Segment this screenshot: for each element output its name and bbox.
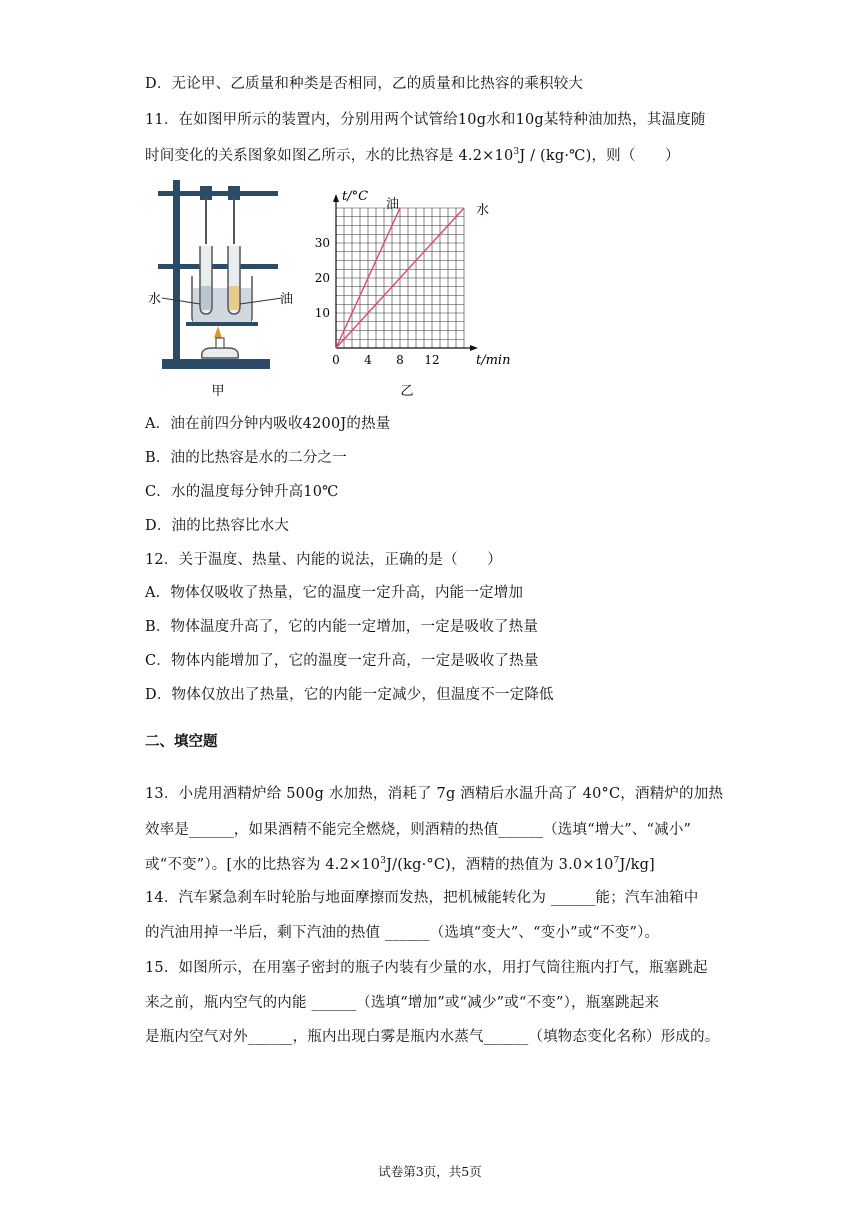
x-tick-label: 0 — [332, 353, 340, 367]
q11-option-c: C．水的温度每分钟升高10℃ — [145, 484, 339, 500]
q15-line1: 15．如图所示，在用塞子密封的瓶子内装有少量的水，用打气筒往瓶内打气，瓶塞跳起 — [145, 960, 708, 976]
figure-a-caption: 甲 — [211, 384, 225, 399]
x-tick-label: 12 — [424, 353, 440, 367]
q12-option-d: D．物体仅放出了热量，它的内能一定减少，但温度不一定降低 — [145, 687, 554, 703]
q11-option-b: B．油的比热容是水的二分之一 — [145, 450, 347, 466]
y-tick-label: 10 — [314, 306, 330, 320]
q12-stem: 12．关于温度、热量、内能的说法，正确的是（ ） — [145, 552, 502, 568]
q13-line1: 13．小虎用酒精炉给 500g 水加热，消耗了 7g 酒精后水温升高了 40°C，酒精炉的加热 — [145, 786, 724, 802]
y-tick-label: 30 — [314, 236, 330, 250]
q14-line1: 14．汽车紧急刹车时轮胎与地面摩擦而发热，把机械能转化为 ______能；汽车油箱中 — [145, 890, 699, 906]
q11-option-a: A．油在前四分钟内吸收4200J的热量 — [145, 416, 391, 432]
q11-option-d: D．油的比热容比水大 — [145, 518, 290, 534]
y-axis-label: t/°C — [342, 189, 369, 204]
y-tick-label: 20 — [314, 271, 330, 285]
x-axis-arrow — [470, 345, 478, 351]
temperature-chart — [300, 176, 530, 401]
series-label-oil: 油 — [386, 197, 400, 212]
q15-line2: 来之前，瓶内空气的内能 ______（选填“增加”或“减少”或“不变”），瓶塞跳起来 — [145, 995, 660, 1011]
series-label-water: 水 — [476, 203, 490, 218]
q12-option-b: B．物体温度升高了，它的内能一定增加，一定是吸收了热量 — [145, 619, 539, 635]
q13-line3: 或“不变”）。[水的比热容为 $4.2\times 10^3J/(kg\cdot^\circ C)$，酒精的热值为 $3.0\times 10^7J/kg$] — [145, 856, 655, 873]
q13-line2: 效率是______，如果酒精不能完全燃烧，则酒精的热值______（选填“增大”、“减小” — [145, 822, 692, 838]
q11-stem-line2: 时间变化的关系图象如图乙所示，水的比热容是 $4.2\times 10^3J$ / (kg·℃)，则（ ） — [145, 147, 680, 164]
q10-option-d: D．无论甲、乙质量和种类是否相同，乙的质量和比热容的乘积较大 — [145, 76, 584, 92]
figure-b-caption: 乙 — [400, 384, 414, 399]
q15-line3: 是瓶内空气对外______，瓶内出现白雾是瓶内水蒸气______（填物态变化名称）形成的。 — [145, 1029, 720, 1045]
section-title: 二、填空题 — [145, 734, 218, 750]
q11-stem-line1: 11．在如图甲所示的装置内，分别用两个试管给10g水和10g某特种油加热，其温度随 — [145, 112, 706, 128]
q14-line2: 的汽油用掉一半后，剩下汽油的热值 ______（选填“变大”、“变小”或“不变”）。 — [145, 925, 660, 941]
apparatus-figure — [140, 176, 300, 401]
q12-option-c: C．物体内能增加了，它的温度一定升高，一定是吸收了热量 — [145, 653, 539, 669]
y-axis-arrow — [333, 194, 339, 202]
water-label: 水 — [148, 292, 162, 307]
x-axis-label: t/min — [476, 353, 511, 368]
x-tick-label: 4 — [364, 353, 372, 367]
x-tick-label: 8 — [396, 353, 404, 367]
oil-label: 油 — [280, 292, 294, 307]
q12-option-a: A．物体仅吸收了热量，它的温度一定升高，内能一定增加 — [145, 585, 524, 601]
page-footer: 试卷第3页，共5页 — [378, 1164, 482, 1179]
